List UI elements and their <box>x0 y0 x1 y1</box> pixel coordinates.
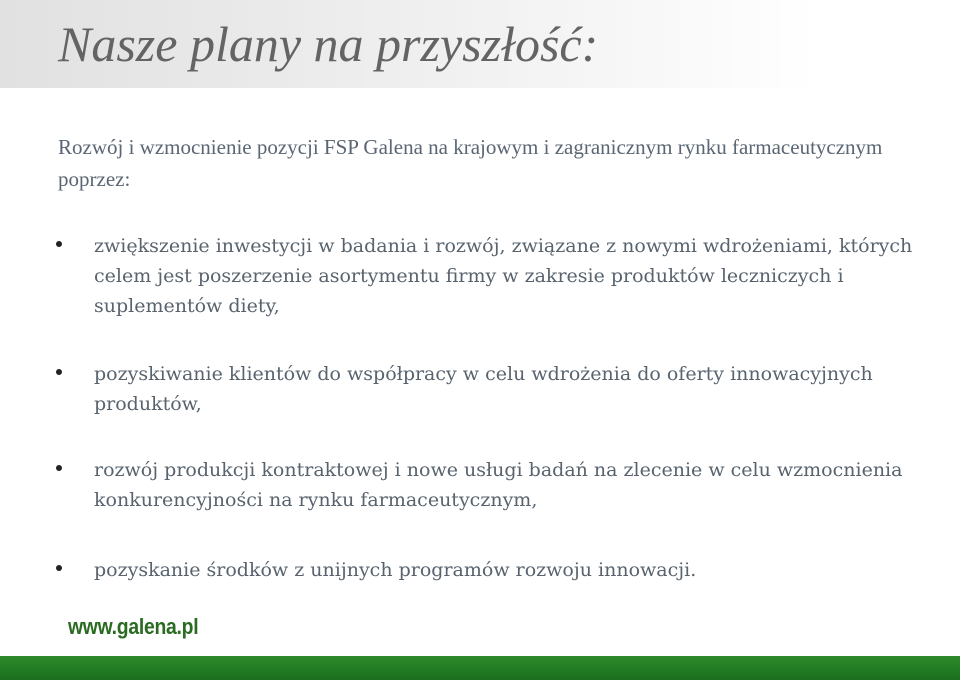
website-link[interactable]: www.galena.pl <box>68 614 199 639</box>
bullet-dot-icon <box>56 565 62 571</box>
bullet-text: zwiększenie inwestycji w badania i rozwój, związane z nowymi wdrożeniami, których celem jest poszerzenie asortymentu firmy w zakresie produktów leczniczych i suplementów diety, <box>94 235 913 317</box>
bullet-text: rozwój produkcji kontraktowej i nowe usługi badań na zlecenie w celu wzmocnienia konkurencyjności na rynku farmaceutycznym, <box>94 459 903 511</box>
bullet-dot-icon <box>56 241 62 247</box>
bullet-dot-icon <box>56 465 62 471</box>
bullet-text: pozyskiwanie klientów do współpracy w celu wdrożenia do oferty innowacyjnych produktów, <box>94 363 873 415</box>
bullet-dot-icon <box>56 369 62 375</box>
slide-title: Nasze plany na przyszłość: <box>58 16 599 72</box>
bullet-text: pozyskanie środków z unijnych programów rozwoju innowacji. <box>94 559 697 581</box>
intro-paragraph: Rozwój i wzmocnienie pozycji FSP Galena na krajowym i zagranicznym rynku farmaceutycznym poprzez: <box>58 135 883 191</box>
footer-bar <box>0 656 960 680</box>
